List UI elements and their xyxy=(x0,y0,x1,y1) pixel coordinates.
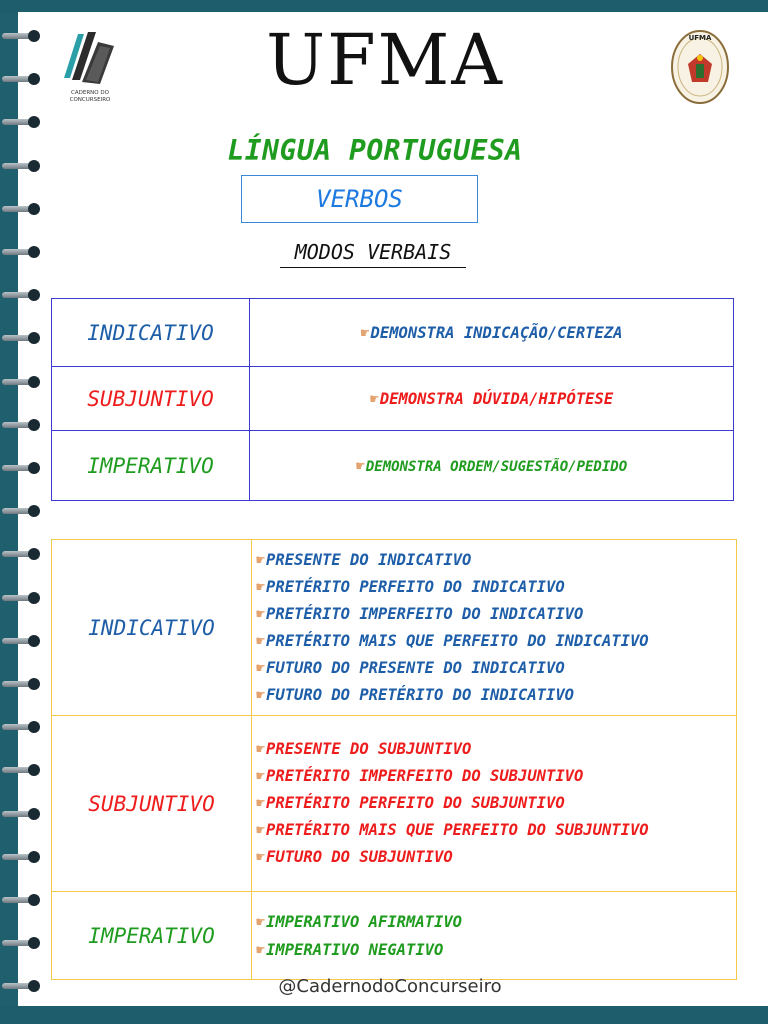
pointing-hand-icon: ☛ xyxy=(256,940,266,959)
list-item: ☛PRETÉRITO PERFEITO DO SUBJUNTIVO xyxy=(256,794,565,812)
list-item: ☛FUTURO DO PRETÉRITO DO INDICATIVO xyxy=(256,685,574,704)
spiral-ring xyxy=(2,30,42,42)
spiral-ring xyxy=(2,894,42,906)
list-item: ☛PRETÉRITO MAIS QUE PERFEITO DO SUBJUNTIVO xyxy=(256,821,649,839)
caderno-logo xyxy=(58,24,122,110)
book-logo-icon xyxy=(58,24,122,88)
tense-list xyxy=(252,736,736,871)
subject-heading: LÍNGUA PORTUGUESA xyxy=(227,134,523,167)
pointing-hand-icon: ☛ xyxy=(369,389,379,408)
tense-list-cell xyxy=(252,892,737,980)
spiral-ring xyxy=(2,980,42,992)
spiral-ring xyxy=(2,289,42,301)
frame-bottom xyxy=(0,1006,768,1024)
pointing-hand-icon: ☛ xyxy=(256,794,266,812)
spiral-ring xyxy=(2,635,42,647)
table-row xyxy=(52,431,734,501)
mode-description: ☛DEMONSTRA INDICAÇÃO/CERTEZA xyxy=(250,299,734,367)
mode-name: IMPERATIVO xyxy=(52,892,252,980)
pointing-hand-icon: ☛ xyxy=(256,848,266,866)
spiral-ring xyxy=(2,764,42,776)
topic-box: VERBOS xyxy=(241,175,478,223)
mode-name: IMPERATIVO xyxy=(52,431,250,501)
pointing-hand-icon: ☛ xyxy=(355,456,365,475)
list-item: ☛PRETÉRITO PERFEITO DO INDICATIVO xyxy=(256,577,565,596)
table-row xyxy=(52,716,737,892)
tense-list xyxy=(252,908,736,964)
page-title: UFMA xyxy=(266,19,504,101)
seal-label: UFMA xyxy=(688,34,712,42)
spiral-binding xyxy=(0,14,46,1004)
spiral-ring xyxy=(2,937,42,949)
spiral-ring xyxy=(2,851,42,863)
spiral-ring xyxy=(2,721,42,733)
pointing-hand-icon: ☛ xyxy=(256,658,266,677)
spiral-ring xyxy=(2,73,42,85)
list-item: ☛PRESENTE DO INDICATIVO xyxy=(256,550,472,569)
spiral-ring xyxy=(2,332,42,344)
ufma-seal xyxy=(670,28,730,106)
list-item: ☛PRETÉRITO IMPERFEITO DO SUBJUNTIVO xyxy=(256,767,584,785)
list-item: ☛PRESENTE DO SUBJUNTIVO xyxy=(256,740,472,758)
spiral-ring xyxy=(2,376,42,388)
pointing-hand-icon: ☛ xyxy=(256,767,266,785)
spiral-ring xyxy=(2,246,42,258)
footer-handle: @CadernodoConcurseiro xyxy=(278,976,502,997)
mode-name: INDICATIVO xyxy=(52,299,250,367)
spiral-ring xyxy=(2,678,42,690)
list-item: ☛IMPERATIVO AFIRMATIVO xyxy=(256,912,462,931)
list-item: ☛FUTURO DO PRESENTE DO INDICATIVO xyxy=(256,658,565,677)
tense-list xyxy=(252,547,736,709)
pointing-hand-icon: ☛ xyxy=(256,912,266,931)
pointing-hand-icon: ☛ xyxy=(256,631,266,650)
pointing-hand-icon: ☛ xyxy=(256,577,266,596)
spiral-ring xyxy=(2,808,42,820)
pointing-hand-icon: ☛ xyxy=(256,821,266,839)
mode-name: SUBJUNTIVO xyxy=(52,367,250,431)
table-row xyxy=(52,540,737,716)
mode-name: INDICATIVO xyxy=(52,540,252,716)
pointing-hand-icon: ☛ xyxy=(256,740,266,758)
spiral-ring xyxy=(2,592,42,604)
pointing-hand-icon: ☛ xyxy=(256,604,266,623)
subtopic-heading: MODOS VERBAIS xyxy=(280,240,466,268)
spiral-ring xyxy=(2,419,42,431)
spiral-ring xyxy=(2,505,42,517)
tenses-table xyxy=(51,539,737,980)
spiral-ring xyxy=(2,548,42,560)
mode-description: ☛DEMONSTRA ORDEM/SUGESTÃO/PEDIDO xyxy=(250,431,734,501)
mode-name: SUBJUNTIVO xyxy=(52,716,252,892)
mode-description: ☛DEMONSTRA DÚVIDA/HIPÓTESE xyxy=(250,367,734,431)
modes-table xyxy=(51,298,734,501)
pointing-hand-icon: ☛ xyxy=(256,550,266,569)
spiral-ring xyxy=(2,462,42,474)
spiral-ring xyxy=(2,116,42,128)
list-item: ☛PRETÉRITO MAIS QUE PERFEITO DO INDICATIVO xyxy=(256,631,649,650)
list-item: ☛FUTURO DO SUBJUNTIVO xyxy=(256,848,453,866)
tense-list-cell xyxy=(252,716,737,892)
list-item: ☛IMPERATIVO NEGATIVO xyxy=(256,940,444,959)
table-row xyxy=(52,367,734,431)
pointing-hand-icon: ☛ xyxy=(256,685,266,704)
logo-caption: CADERNO DO CONCURSEIRO xyxy=(69,90,111,103)
table-row xyxy=(52,299,734,367)
spiral-ring xyxy=(2,203,42,215)
list-item: ☛PRETÉRITO IMPERFEITO DO INDICATIVO xyxy=(256,604,584,623)
table-row xyxy=(52,892,737,980)
tense-list-cell xyxy=(252,540,737,716)
spiral-ring xyxy=(2,160,42,172)
pointing-hand-icon: ☛ xyxy=(360,323,370,342)
